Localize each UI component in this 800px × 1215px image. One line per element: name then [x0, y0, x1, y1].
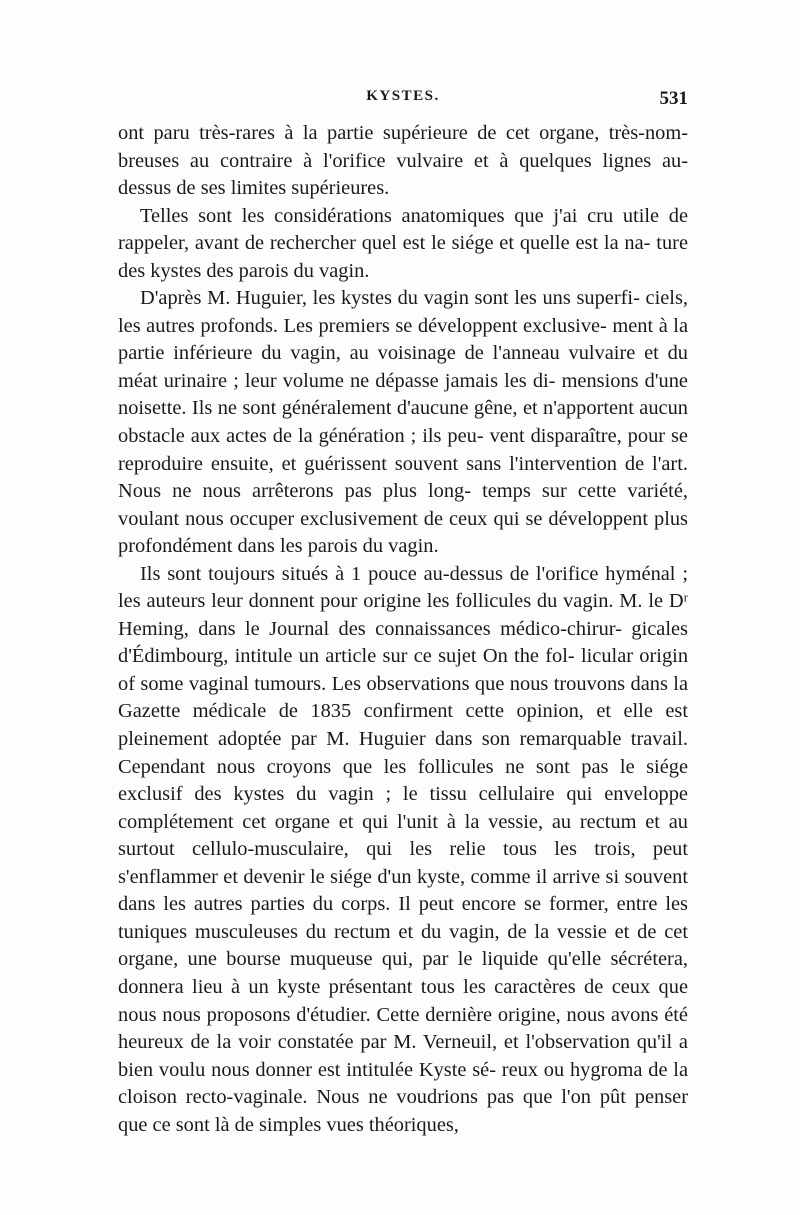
text-line: licular origin of some vaginal tumours. Les observations que: [118, 645, 689, 695]
text-line: peut s'enflammer et devenir le siége d'un kyste, comme il arrive si: [118, 838, 688, 888]
text-line: ceux que nous nous proposons d'étudier. Cette dernière origine,: [118, 975, 688, 1026]
text-line: vulvaire et du méat urinaire ; leur volume ne dépasse jamais les di-: [118, 342, 688, 392]
text-line: pas que l'on pût penser que ce sont là de simples vues théoriques,: [118, 1086, 689, 1136]
text-line: nous avons été heureux de la voir constatée par M. Verneuil, et: [118, 1003, 688, 1054]
body-text: [118, 120, 688, 1139]
text-line: ceux qui se développent plus profondément dans les parois du: [118, 507, 688, 558]
text-line: reux ou hygroma de la cloison recto-vaginale. Nous ne voudrions: [118, 1058, 688, 1109]
text-line: ont paru très-rares à la partie supérieure de cet organe, très-nom-: [118, 122, 688, 144]
text-line: Ils sont toujours situés à 1 pouce au-dessus de l'orifice hyménal ;: [140, 562, 688, 585]
text-line: souvent dans les autres parties du corps. Il peut encore se former,: [118, 865, 688, 916]
text-line: vent disparaître, pour se reproduire ensuite, et guérissent souvent: [118, 425, 688, 475]
page-number: 531: [659, 88, 688, 109]
text-line: ment à la partie inférieure du vagin, au voisinage de l'anneau: [118, 314, 688, 365]
text-line: D'après M. Huguier, les kystes du vagin sont les uns superfi-: [140, 287, 640, 310]
text-line: et de cet organe, une bourse muqueuse qui, par le liquide qu'elle: [118, 920, 688, 971]
text-line: vagin.: [388, 535, 439, 558]
paragraph-4: [118, 561, 688, 1139]
text-line: opinion, et elle est pleinement adoptée par M. Huguier dans son: [118, 700, 688, 751]
text-line: mensions d'une noisette. Ils ne sont généralement d'aucune gêne,: [118, 369, 688, 420]
text-line: rappeler, avant de rechercher quel est le siége et quelle est la na-: [118, 232, 651, 255]
text-line: entre les tuniques musculeuses du rectum et du vagin, de la vessie: [118, 893, 688, 943]
text-line: dessus de ses limites supérieures.: [118, 177, 390, 200]
paragraph-3: [118, 285, 688, 560]
text-line: les auteurs leur donnent pour origine les follicules du vagin. M. le: [118, 590, 664, 613]
text-line: gicales d'Édimbourg, intitule un article sur ce sujet On the fol-: [118, 617, 688, 668]
text-line: remarquable travail. Cependant nous croyons que les follicules ne: [118, 728, 688, 778]
page-header: [118, 88, 688, 114]
running-head: KYSTES.: [366, 88, 440, 104]
text-line: Dʳ Heming, dans le Journal des connaissances médico-chirur-: [118, 590, 688, 640]
text-line: rectum et au surtout cellulo-musculaire, qui les relie tous les trois,: [118, 810, 688, 861]
text-line: qui enveloppe complétement cet organe et qui l'unit à la vessie, au: [118, 783, 688, 833]
text-line: ture des kystes des parois du vagin.: [118, 232, 688, 282]
text-line: sont pas le siége exclusif des kystes du vagin ; le tissu cellulaire: [118, 755, 689, 806]
paragraph-1: [118, 120, 688, 203]
text-line: Telles sont les considérations anatomiques que j'ai cru utile de: [140, 204, 688, 227]
text-line: et n'apportent aucun obstacle aux actes de la génération ; ils peu-: [118, 397, 688, 448]
text-line: temps sur cette variété, voulant nous occuper exclusivement de: [118, 480, 688, 530]
paragraph-2: [118, 203, 688, 286]
text-line: l'observation qu'il a bien voulu nous donner est intitulée Kyste sé-: [118, 1031, 688, 1081]
text-line: nous trouvons dans la Gazette médicale de 1835 confirment cette: [118, 672, 688, 723]
text-line: sans l'intervention de l'art. Nous ne nous arrêterons pas plus long-: [118, 452, 688, 503]
text-line: ciels, les autres profonds. Les premiers se développent exclusive-: [118, 287, 688, 337]
text-line: breuses au contraire à l'orifice vulvaire et à quelques lignes au-: [118, 149, 688, 172]
text-line: sécrétera, donnera lieu à un kyste présentant tous les caractères de: [118, 948, 688, 998]
